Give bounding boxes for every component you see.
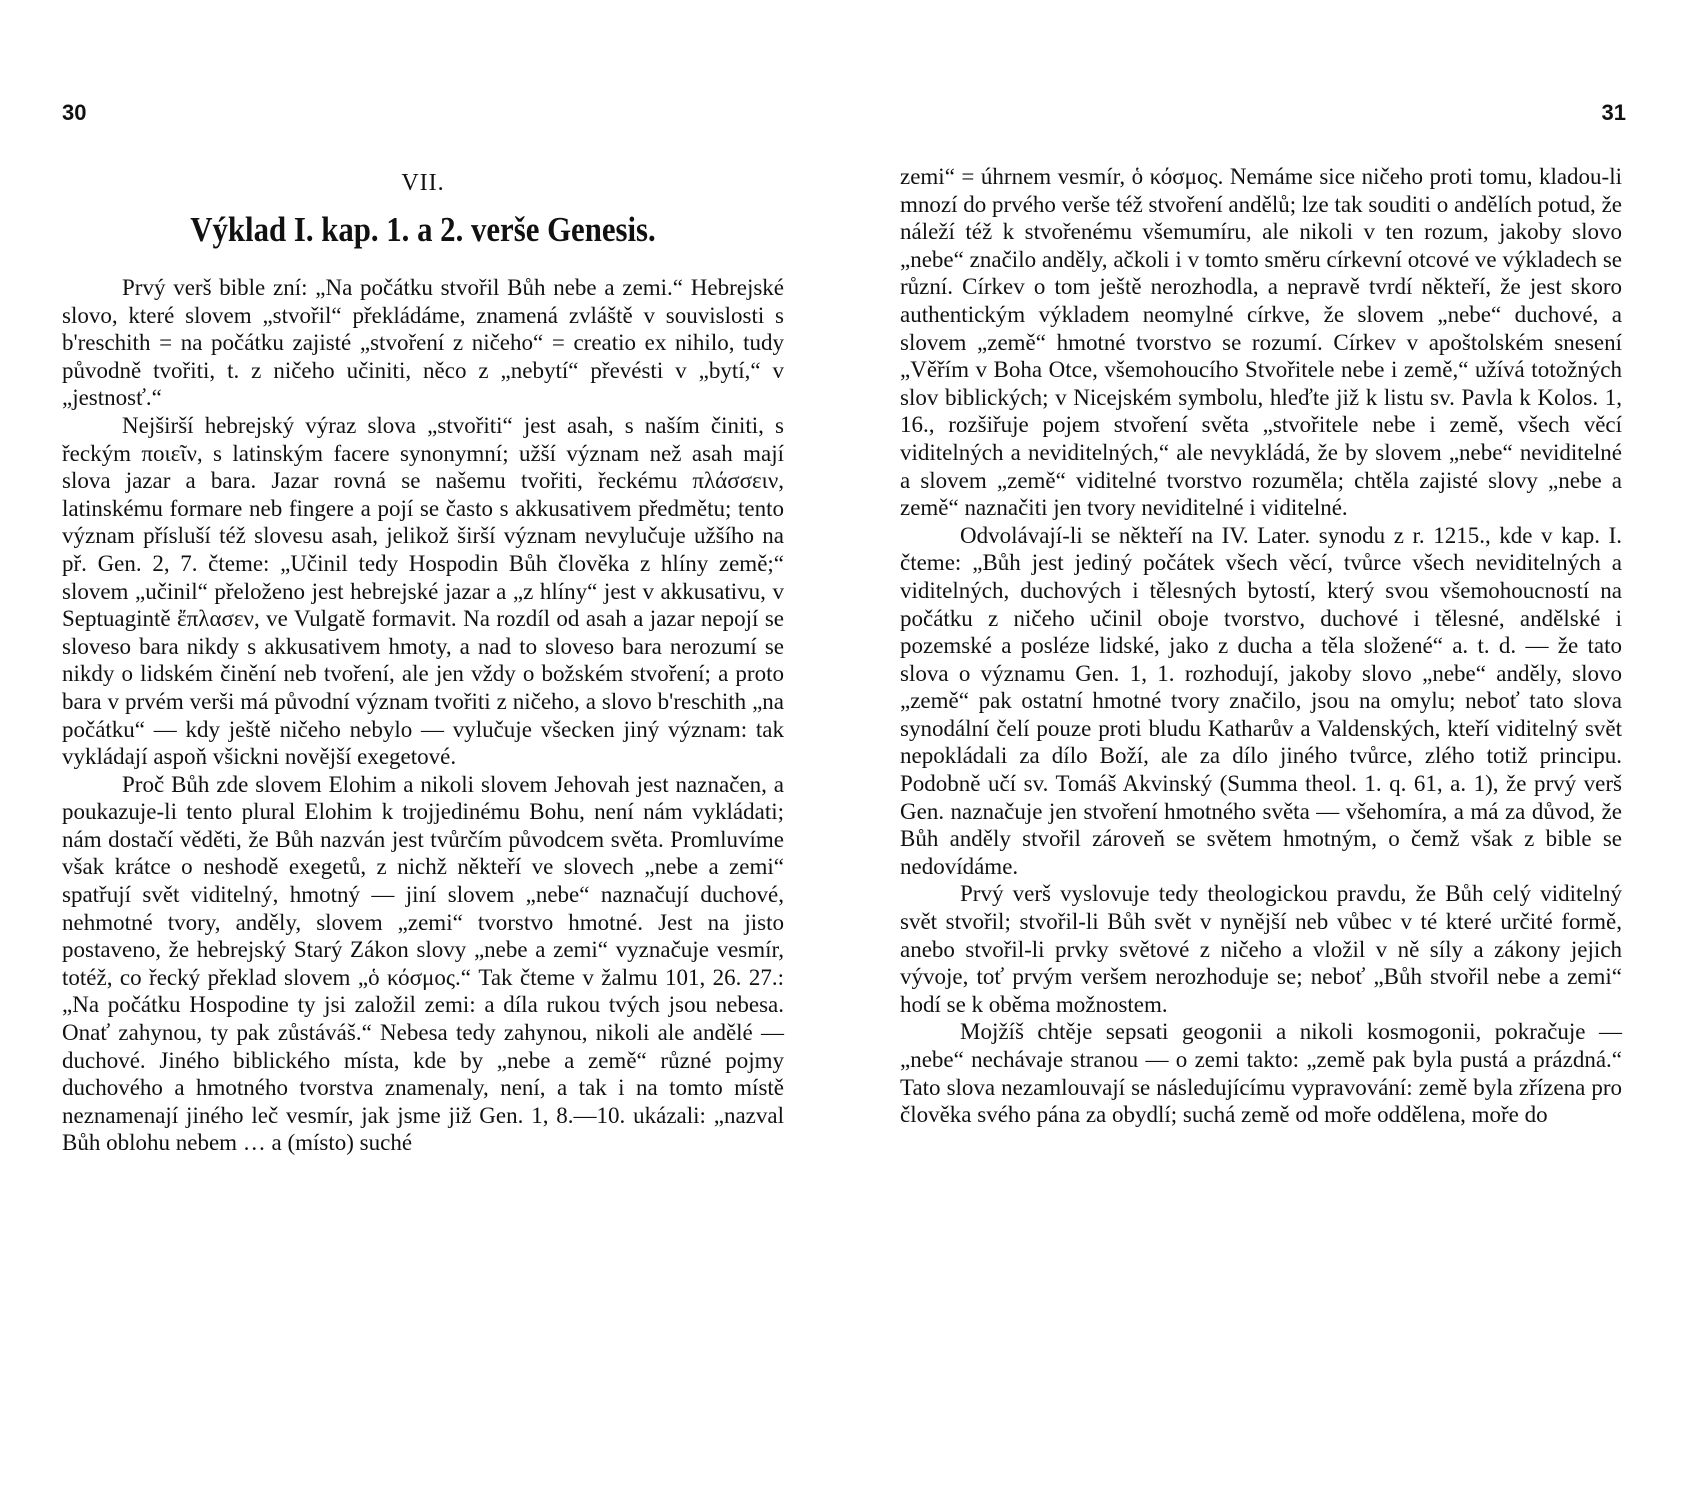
left-page xyxy=(62,0,784,1500)
page-number: 31 xyxy=(1601,100,1626,125)
paragraph: Prvý verš bible zní: „Na počátku stvořil Bůh nebe a zemi.“ Hebrejské slovo, které slovem „stvořil“ překládáme, znamená zvláště v souvislosti s b'reschith = na počátku zajisté „stvoření z ničeho“ = creatio ex nihilo, tudy původně tvořiti, t. z ničeho učiniti, něco z „nebytí“ převésti v „bytí,“ v „jestnosť.“ xyxy=(62,275,784,411)
page-number: 30 xyxy=(62,100,87,125)
paragraph: Mojžíš chtěje sepsati geogonii a nikoli kosmogonii, pokračuje — „nebe“ nechávaje stranou — o zemi takto: „země pak byla pustá a prázdná.“ Tato slova nezamlouvají se následujícímu vypravování: země byla zřízena pro člověka svého pána za obydlí; suchá země od moře oddělena, moře do xyxy=(900,1019,1622,1128)
paragraph: Nejširší hebrejský výraz slova „stvořiti“ jest asah, s naším činiti, s řeckým ποιεῖν, s latinským facere synonymní; užší význam než asah mají slova jazar a bara. Jazar rovná se našemu tvořiti, řeckému πλάσσειν, latinskému formare neb fingere a pojí se často s akkusativem předmětu; tento význam přísluší též slovesu asah, jelikož širší význam nevylučuje užšího na př. Gen. 2, 7. čteme: „Učinil tedy Hospodin Bůh člověka z hlíny země;“ slovem „učinil“ přeloženo jest hebrejské jazar a „z hlíny“ jest v akkusativu, v Septuagintě ἔπλασεν, ve Vulgatě formavit. Na rozdíl od asah a jazar nepojí se sloveso bara nikdy s akkusativem hmoty, a nad to sloveso bara nerozumí se nikdy o lidském činění neb tvoření, ale jen vždy o božském stvoření; a proto bara v prvém verši má původní význam tvořiti z ničeho, a slovo b'reschith „na počátku“ — kdy ještě ničeho nebylo — vylučuje všecken jiný význam: tak vykládají aspoň všickni novější exegetové. xyxy=(62,412,784,770)
right-page-text xyxy=(900,163,1622,1129)
paragraph: Odvolávají-li se někteří na IV. Later. synodu z r. 1215., kde v kap. I. čteme: „Bůh jest jediný počátek všech věcí, tvůrce všech neviditelných a viditelných, duchových i tělesných bytostí, který svou všemohoucností na počátku z ničeho učinil oboje tvorstvo, duchové i tělesné, andělské i pozemské a posléze lidské, jako z ducha a těla složené“ a. t. d. — že tato slova o významu Gen. 1, 1. rozhodují, jakoby slovo „nebe“ anděly, slovo „země“ pak ostatní hmotné tvory značilo, jsou na omylu; neboť tato slova synodální čelí pouze proti bludu Katharův a Valdenských, kteří viditelný svět nepokládali za dílo Boží, ale za dílo jiného tvůrce, zlého totiž principu. Podobně učí sv. Tomáš Akvinský (Summa theol. 1. q. 61, a. 1), že prvý verš Gen. naznačuje jen stvoření hmotného světa — všehomíra, a má za důvod, že Bůh anděly stvořil zároveň se světem hmotným, o čemž však z bible se nedovídáme. xyxy=(900,522,1622,879)
chapter-number: VII. xyxy=(401,170,445,196)
paragraph: Prvý verš vyslovuje tedy theologickou pravdu, že Bůh celý viditelný svět stvořil; stvořil-li Bůh svět v nynější neb vůbec v té které určité formě, anebo stvořil-li prvky světové z ničeho a vložil v ně síly a zákony jejich vývoje, toť prvým veršem nerozhoduje se; neboť „Bůh stvořil nebe a zemi“ hodí se k oběma možnostem. xyxy=(900,881,1622,1017)
left-page-text xyxy=(62,274,784,1157)
chapter-title: Výklad I. kap. 1. a 2. verše Genesis. xyxy=(190,210,656,249)
paragraph: zemi“ = úhrnem vesmír, ὁ κόσμος. Nemáme sice ničeho proti tomu, kladou-li mnozí do prvého verše též stvoření andělů; lze tak souditi o andělích potud, že náleží též k stvořenému všemumíru, ale nikoli v ten rozum, jakoby slovo „nebe“ značilo anděly, ačkoli i v tomto směru církevní otcové ve výkladech se různí. Církev o tom ještě nerozhodla, a nepravě tvrdí někteří, že jest skoro authentickým výkladem neomylné církve, že slovem „nebe“ duchové, a slovem „země“ hmotné tvorstvo se rozumí. Církev v apoštolském snesení „Věřím v Boha Otce, všemohoucího Stvořitele nebe i země,“ užívá totožných slov biblických; v Nicejském symbolu, hleďte již k listu sv. Pavla k Kolos. 1, 16., rozšiřuje pojem stvoření světa „stvořitele nebe i země, všech věcí viditelných a neviditelných,“ ale nevykládá, že by slovem „nebe“ neviditelné a slovem „země“ viditelné tvorstvo rozuměla; chtěla zajisté slovy „nebe a země“ naznačiti jen tvory neviditelné i viditelné. xyxy=(900,164,1622,521)
right-page xyxy=(900,0,1626,1500)
paragraph: Proč Bůh zde slovem Elohim a nikoli slovem Jehovah jest naznačen, a poukazuje-li tento plural Elohim k trojjedinému Bohu, není nám vykládati; nám dostačí věděti, že Bůh nazván jest tvůrčím původcem světa. Promluvíme však krátce o neshodě exegetů, z nichž někteří ve slovech „nebe a zemi“ spatřují svět viditelný, hmotný — jiní slovem „nebe“ naznačují duchové, nehmotné tvory, anděly, slovem „zemi“ tvorstvo hmotné. Jest na jisto postaveno, že hebrejský Starý Zákon slovy „nebe a zemi“ vyznačuje vesmír, totéž, co řecký překlad slovem „ὁ κόσμος.“ Tak čteme v žalmu 101, 26. 27.: „Na počátku Hospodine ty jsi založil zemi: a díla rukou tvých jsou nebesa. Onať zahynou, ty pak zůstáváš.“ Nebesa tedy zahynou, nikoli ale andělé — duchové. Jiného biblického místa, kde by „nebe a země“ různé pojmy duchového a hmotného tvorstva znamenaly, není, a tak i na tomto místě neznamenají jiného leč vesmír, jak jsme již Gen. 1, 8.—10. ukázali: „nazval Bůh oblohu nebem … a (místo) suché xyxy=(62,771,784,1156)
